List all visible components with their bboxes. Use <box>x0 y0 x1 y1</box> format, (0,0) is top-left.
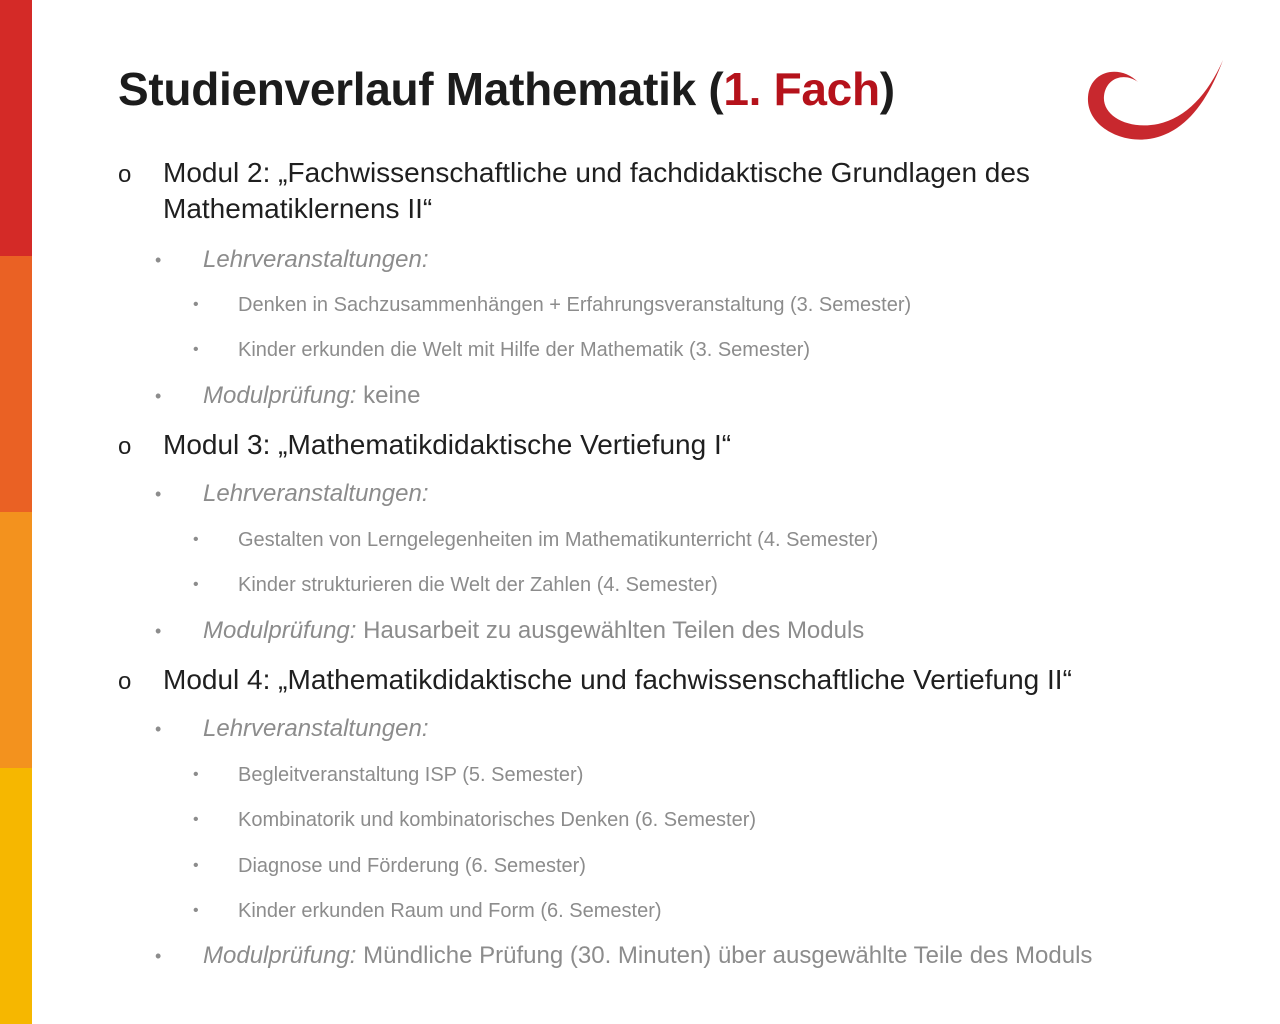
course-text: Denken in Sachzusammenhängen + Erfahrungsveranstaltung (3. Semester) <box>238 294 912 316</box>
bullet: • <box>155 250 162 270</box>
exam-value: Hausarbeit zu ausgewählten Teilen des Moduls <box>356 617 865 644</box>
title-prefix: Studienverlauf Mathematik ( <box>118 63 724 115</box>
course-text: Kinder erkunden Raum und Form (6. Semester) <box>238 900 662 922</box>
exam-label: Modulprüfung: <box>203 382 357 409</box>
course-text: Kinder strukturieren die Welt der Zahlen (4. Semester) <box>238 574 718 596</box>
module-marker: o <box>118 161 132 188</box>
module-heading-text: Modul 3: „Mathematikdidaktische Vertiefung I“ <box>163 429 732 460</box>
bullet: • <box>193 296 199 313</box>
exam-label: Modulprüfung: <box>203 942 357 969</box>
bullet: • <box>193 531 199 548</box>
bullet: • <box>155 719 162 739</box>
bullet: • <box>155 386 162 406</box>
bullet: • <box>155 946 162 966</box>
bullet: • <box>193 902 199 919</box>
side-color-stripe <box>0 0 32 1024</box>
module-marker: o <box>118 668 132 695</box>
module-marker: o <box>118 433 132 460</box>
bullet: • <box>193 811 199 828</box>
bullet: • <box>193 576 199 593</box>
courses-label: Lehrveranstaltungen: <box>203 246 429 273</box>
courses-label: Lehrveranstaltungen: <box>203 715 429 742</box>
bullet: • <box>193 857 199 874</box>
stripe-segment-yellow <box>0 768 32 1024</box>
exam-value: keine <box>356 382 421 409</box>
courses-label: Lehrveranstaltungen: <box>203 480 429 507</box>
exam-value: Mündliche Prüfung (30. Minuten) über ausgewählte Teile des Moduls <box>356 942 1093 969</box>
module-heading-text: Modul 2: „Fachwissenschaftliche und fachdidaktische Grundlagen des Mathematiklernens II“ <box>163 157 1030 224</box>
swoosh-logo-icon <box>1080 52 1230 162</box>
bullet: • <box>193 766 199 783</box>
course-text: Kombinatorik und kombinatorisches Denken (6. Semester) <box>238 809 757 831</box>
title-suffix: ) <box>879 63 895 115</box>
title-highlight: 1. Fach <box>723 63 880 115</box>
page-title <box>118 62 895 116</box>
course-text: Kinder erkunden die Welt mit Hilfe der Mathematik (3. Semester) <box>238 339 811 361</box>
stripe-segment-red <box>0 0 32 256</box>
bullet: • <box>193 341 199 358</box>
stripe-segment-light-orange <box>0 512 32 768</box>
stripe-segment-orange <box>0 256 32 512</box>
exam-label: Modulprüfung: <box>203 617 357 644</box>
course-text: Diagnose und Förderung (6. Semester) <box>238 855 586 877</box>
bullet: • <box>155 484 162 504</box>
course-text: Begleitveranstaltung ISP (5. Semester) <box>238 764 584 786</box>
course-text: Gestalten von Lerngelegenheiten im Mathematikunterricht (4. Semester) <box>238 529 879 551</box>
bullet: • <box>155 621 162 641</box>
module-heading-text: Modul 4: „Mathematikdidaktische und fachwissenschaftliche Vertiefung II“ <box>163 664 1072 695</box>
